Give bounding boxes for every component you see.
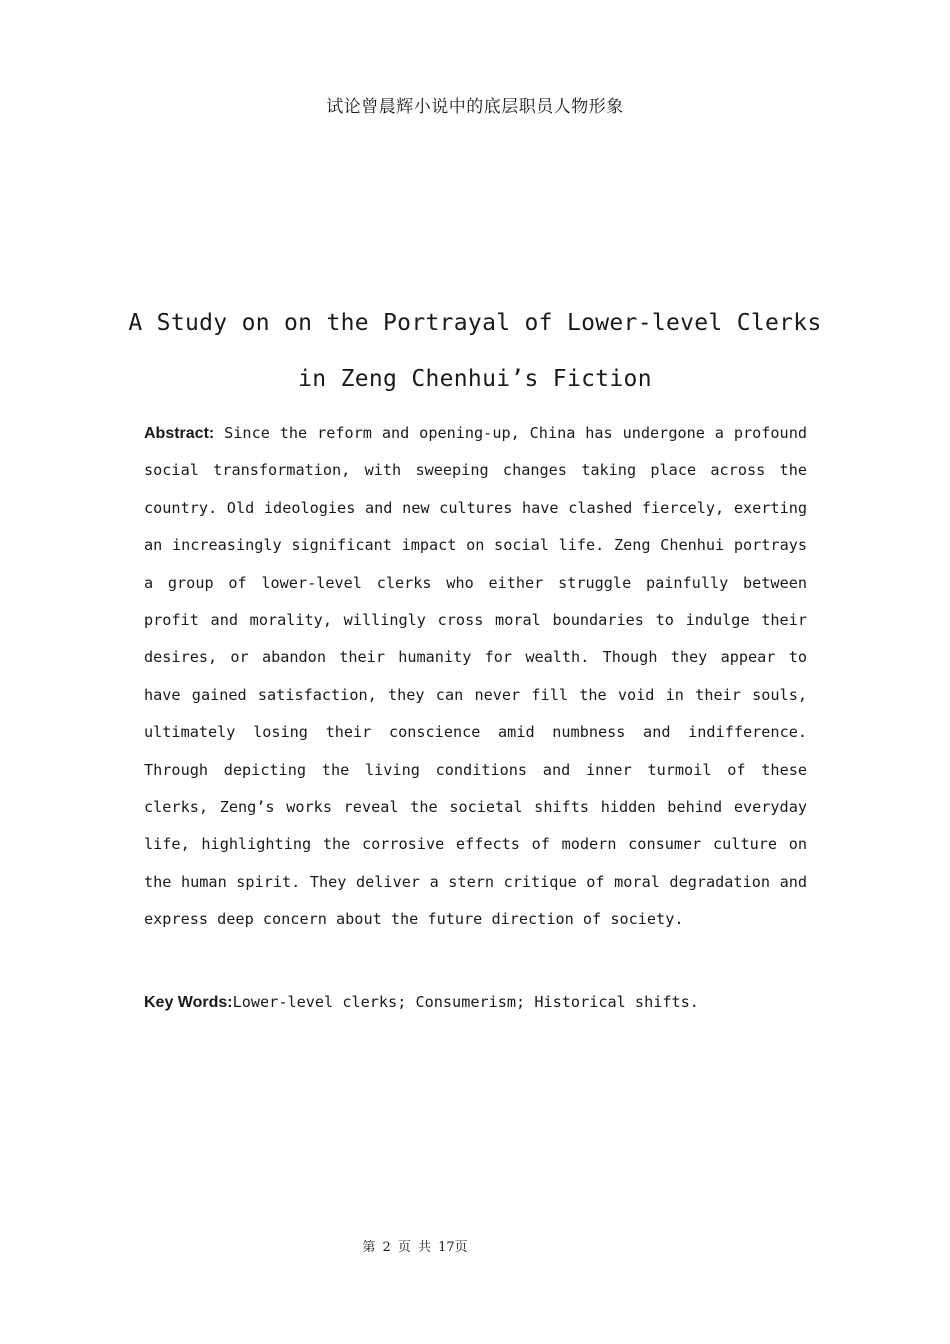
running-header: 试论曾晨辉小说中的底层职员人物形象: [326, 97, 624, 117]
paper-title-line-2: in Zeng Chenhui’s Fiction: [298, 366, 652, 392]
paper-title-line-1: A Study on on the Portrayal of Lower-level Clerks: [128, 310, 822, 336]
keywords-text: Lower-level clerks; Consumerism; Historical shifts.: [232, 993, 699, 1011]
page-footer: 第 2 页 共 17页: [362, 1240, 468, 1255]
abstract-text: Since the reform and opening-up, China has undergone a profound social transformation, with sweeping changes taking place across the country. Old ideologies and new cultures have clashed fiercely, exerting an increasingly significant impact on social life. Zeng Chenhui portrays a group of lower-level clerks who either struggle painfully between profit and morality, willingly cross moral boundaries to indulge their desires, or abandon their humanity for wealth. Though they appear to have gained satisfaction, they can never fill the void in their souls, ultimately losing their conscience amid numbness and indifference. Through depicting the living conditions and inner turmoil of these clerks, Zeng’s works reveal the societal shifts hidden behind everyday life, highlighting the corrosive effects of modern consumer culture on the human spirit. They deliver a stern critique of moral degradation and express deep concern about the future direction of society.: [144, 424, 807, 929]
keywords-label: Key Words:: [144, 994, 233, 1011]
keywords-paragraph: [144, 984, 807, 1021]
abstract-paragraph: [144, 415, 807, 939]
abstract-label: Abstract:: [144, 425, 215, 442]
paper-title: [120, 295, 830, 407]
